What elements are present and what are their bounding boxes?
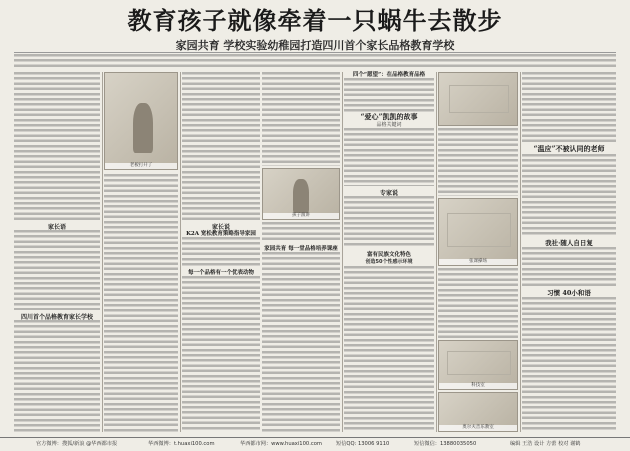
column-rule — [520, 72, 521, 432]
article-column-2 — [104, 174, 178, 432]
column-rule — [102, 72, 103, 432]
section-subtitle-culture: 创造50个性感示环境 — [365, 259, 413, 265]
footer-staff: 编辑 王浩 设计 方蕾 校对 谢鹤 — [510, 441, 581, 447]
column-rule — [436, 72, 437, 432]
section-title-school: 四川首个品格教育家长学校 — [20, 314, 93, 321]
article-column-7b — [522, 154, 616, 236]
photo-caption: 老板打开了 — [105, 163, 177, 169]
footer-web: 华西都市网：www.huaxi100.com — [240, 441, 322, 447]
photo-child-speech — [262, 168, 340, 220]
section-title-family: 家园共育 每一堂品格培养课座 — [264, 246, 338, 252]
article-column-5b — [344, 128, 434, 186]
photo-playground — [438, 198, 518, 266]
divider — [14, 52, 616, 53]
section-title-expert: 专家说 — [379, 190, 398, 197]
photo-caption: 张课操场 — [439, 259, 517, 265]
section-title-quality: 每一个品格有一个优表动物 — [187, 270, 254, 276]
photo-science-room — [438, 340, 518, 390]
photo-child-opening-door — [104, 72, 178, 170]
photo-caption: 奥尔夫音乐教室 — [439, 425, 517, 431]
section-title-teacher: “温应”不被认同的老师 — [533, 144, 605, 153]
lede-paragraph — [14, 54, 616, 68]
article-column-7c — [522, 247, 616, 287]
section-title-habits: 习惯 40小和语 — [547, 289, 591, 297]
article-column-7d — [522, 297, 616, 432]
photo-classroom — [438, 72, 518, 126]
article-column-6b — [438, 268, 518, 338]
article-column-6 — [438, 128, 518, 196]
footer-site: 华西微博：t.huaxi100.com — [148, 441, 215, 447]
section-title-parents: 家长语 — [47, 224, 66, 231]
article-column-1b — [14, 230, 100, 310]
article-column-4c — [262, 252, 340, 432]
article-column-4 — [262, 72, 340, 166]
footer-sms: 短信微信：13880035050 — [414, 441, 477, 447]
section-subtitle-love: 品格关键词 — [376, 122, 402, 128]
article-column-5 — [344, 78, 434, 112]
subheadline: 家园共育 学校实验幼稚园打造四川首个家长品格教育学校 — [175, 39, 455, 52]
section-title-culture: 富有民族文化特色 — [366, 252, 411, 258]
article-column-3c — [182, 276, 260, 432]
article-column-3b — [182, 237, 260, 267]
section-title-mid-top: 家长说 — [211, 224, 230, 231]
photo-caption: 科技室 — [439, 383, 517, 389]
photo-music-room — [438, 392, 518, 432]
footer-weibo: 官方微博：搜狐/新浪 @华西都市报 — [36, 441, 118, 447]
article-column-1 — [14, 72, 100, 222]
section-title-love: “爱心”凯凯的故事 — [360, 112, 418, 121]
section-title-concern: 我社·随人自日复 — [545, 239, 593, 247]
article-column-5d — [344, 266, 434, 432]
column-rule — [342, 72, 343, 432]
photo-caption: 孩子演讲 — [263, 213, 339, 219]
section-title-wishes: 四个“愿望”：在品格教育品格 — [352, 72, 426, 78]
article-column-1c — [14, 320, 100, 432]
headline: 教育孩子就像牵着一只蜗牛去散步 — [127, 6, 503, 35]
section-title-k2a: K2A 宽松教育策略指导家园 — [186, 231, 256, 237]
page-footer — [0, 437, 630, 451]
article-column-7 — [522, 72, 616, 142]
article-column-3 — [182, 72, 260, 222]
article-column-5c — [344, 196, 434, 248]
column-rule — [180, 72, 181, 432]
article-column-4b — [262, 222, 340, 242]
footer-qq: 短信QQ: 13006 9110 — [336, 441, 390, 447]
